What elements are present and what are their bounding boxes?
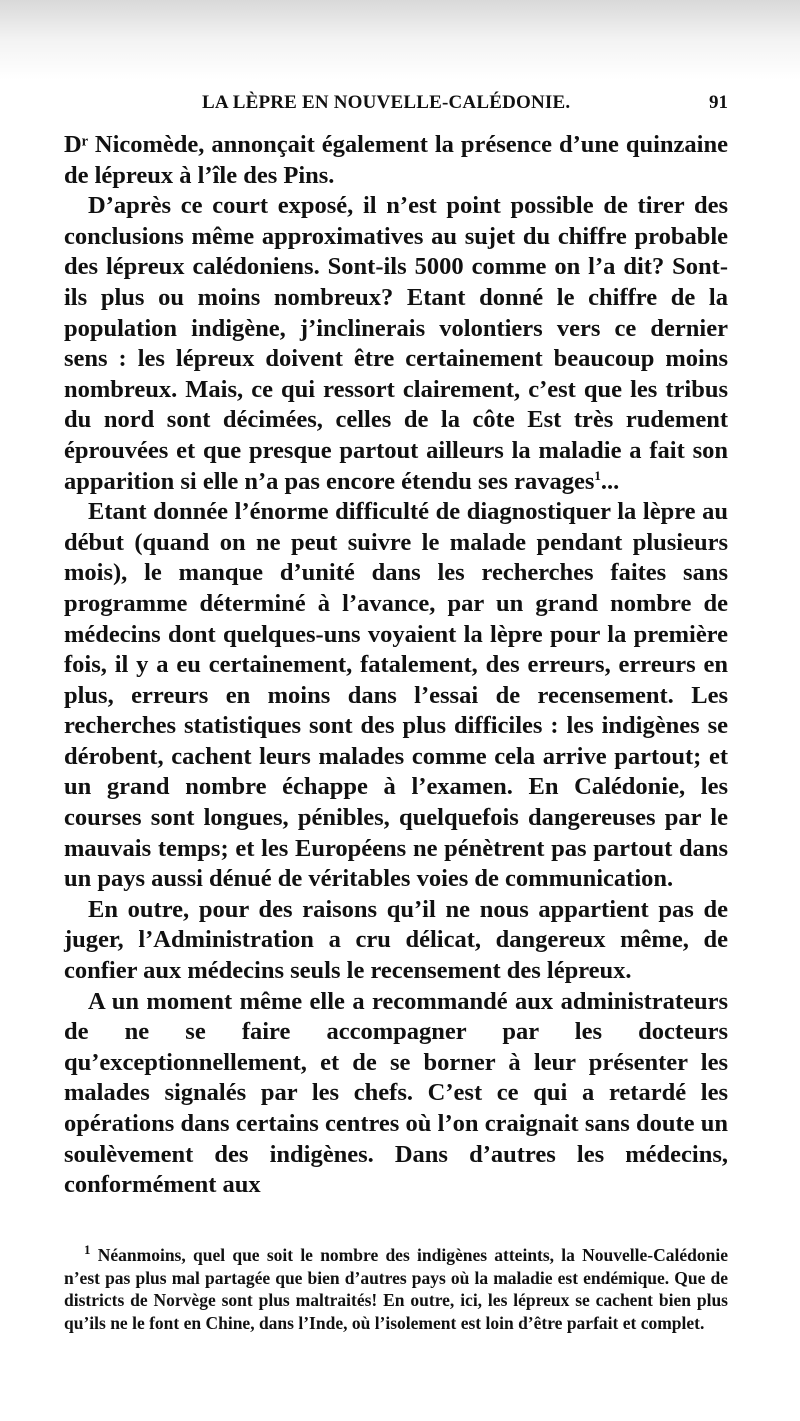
paragraph-3 (64, 497, 728, 895)
paragraph-2 (64, 191, 728, 497)
body-text (64, 130, 728, 1201)
paragraph-text: Dʳ Nicomède, annonçait également la présence d’une quinzaine de lépreux à l’île des Pins. (64, 131, 728, 189)
paragraph-text: En outre, pour des raisons qu’il ne nous appartient pas de juger, l’Administration a cru délicat, dangereux même, de confier aux médecins seuls le recensement des lépreux. (64, 895, 728, 985)
page-header (62, 92, 728, 118)
footnote-marker: 1 (84, 1242, 91, 1258)
paragraph-text: D’après ce court exposé, il n’est point possible de tirer des conclusions même approximatives au sujet du chiffre probable des lépreux calédoniens. Sont-ils 5000 comme on l’a dit? Sont-ils plus ou moins nombreux? Etant donné le chiffre de la population indigène, j’inclinerais volontiers vers ce dernier sens : les lépreux doivent être certainement beaucoup moins nombreux. Mais, ce qui ressort clairement, c’est que les tribus du nord sont décimées, celles de la côte Est très rudement éprouvées et que presque partout ailleurs la maladie a fait son apparition si elle n’a pas encore étendu ses ravages (64, 192, 728, 495)
paragraph-text: A un moment même elle a recommandé aux administrateurs de ne se faire accompagner par les docteurs qu’exceptionnellement, et de se borner à leur présenter les malades signalés par les chefs. C’est ce qui a retardé les opérations dans certains centres où l’on craignait sans doute un soulèvement des indigènes. Dans d’autres les médecins, conformément aux (64, 987, 728, 1199)
page-number: 91 (709, 92, 728, 113)
footnote (64, 1244, 728, 1334)
paragraph-text-tail: ... (600, 467, 620, 495)
paragraph-text: Etant donnée l’énorme difficulté de diagnostiquer la lèpre au début (quand on ne peut suivre le malade pendant plusieurs mois), le manque d’unité dans les recherches faites sans programme déterminé à l’avance, par un grand nombre de médecins dont quelques-uns voyaient la lèpre pour la première fois, il y a eu certainement, fatalement, des erreurs, erreurs en plus, erreurs en moins dans l’essai de recensement. Les recherches statistiques sont des plus difficiles : les indigènes se dérobent, cachent leurs malades comme cela arrive partout; et un grand nombre échappe à l’examen. En Calédonie, les courses sont longues, pénibles, quelquefois dangereuses par le mauvais temps; et les Européens ne pénètrent pas partout dans un pays aussi dénué de véritables voies de communication. (64, 498, 728, 893)
paragraph-1 (64, 130, 728, 191)
footnote-reference: 1 (594, 467, 601, 483)
running-title: LA LÈPRE EN NOUVELLE-CALÉDONIE. (202, 92, 571, 113)
paragraph-5 (64, 987, 728, 1201)
paragraph-4 (64, 895, 728, 987)
footnote-text: Néanmoins, quel que soit le nombre des indigènes atteints, la Nouvelle-Calédonie n’est pas plus mal partagée que bien d’autres pays où la maladie est endémique. Que de districts de Norvège sont plus maltraités! En outre, ici, les lépreux se cachent bien plus qu’ils ne le font en Chine, dans l’Inde, où l’isolement est loin d’être parfait et complet. (64, 1245, 728, 1333)
